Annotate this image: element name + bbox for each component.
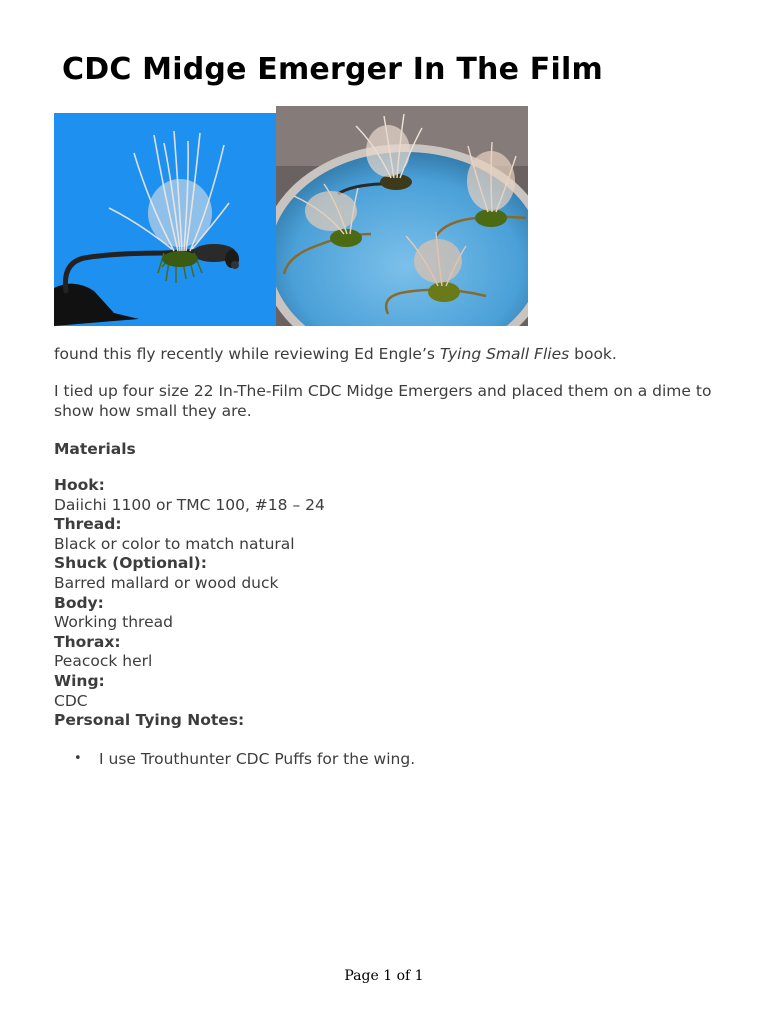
page-title: CDC Midge Emerger In The Film — [62, 52, 603, 87]
materials-list — [54, 476, 654, 731]
hook-label: Hook: — [54, 476, 105, 494]
page-number: 1 — [383, 968, 393, 984]
bullet-icon: • — [74, 751, 82, 766]
dime-paragraph: I tied up four size 22 In-The-Film CDC Midge Emergers and placed them on a dime to show how small they are. — [54, 382, 712, 420]
materials-heading: Materials — [54, 440, 136, 458]
book-title: Tying Small Flies — [439, 345, 570, 363]
flies-on-dime-photo — [276, 106, 528, 326]
footer-middle: of — [392, 968, 415, 984]
footer-prefix: Page — [344, 968, 384, 984]
page-footer — [0, 968, 768, 984]
wing-value: CDC — [54, 691, 88, 710]
notes-list — [54, 749, 415, 769]
note-text: I use Trouthunter CDC Puffs for the wing. — [99, 750, 416, 768]
list-item — [54, 749, 415, 769]
intro-suffix: book. — [569, 345, 617, 363]
personal-notes-heading: Personal Tying Notes: — [54, 711, 245, 730]
thread-label: Thread: — [54, 515, 122, 534]
hook-value: Daiichi 1100 or TMC 100, #18 – 24 — [54, 495, 325, 514]
thread-value: Black or color to match natural — [54, 534, 295, 553]
body-label: Body: — [54, 593, 104, 612]
body-value: Working thread — [54, 613, 173, 632]
page-total: 1 — [414, 968, 424, 984]
wing-label: Wing: — [54, 671, 105, 690]
intro-paragraph — [54, 344, 734, 364]
fly-photo-single — [54, 113, 276, 326]
shuck-label: Shuck (Optional): — [54, 554, 207, 573]
shuck-value: Barred mallard or wood duck — [54, 573, 279, 592]
thorax-value: Peacock herl — [54, 652, 153, 671]
thorax-label: Thorax: — [54, 632, 121, 651]
intro-prefix: found this fly recently while reviewing Ed Engle’s — [54, 345, 440, 363]
